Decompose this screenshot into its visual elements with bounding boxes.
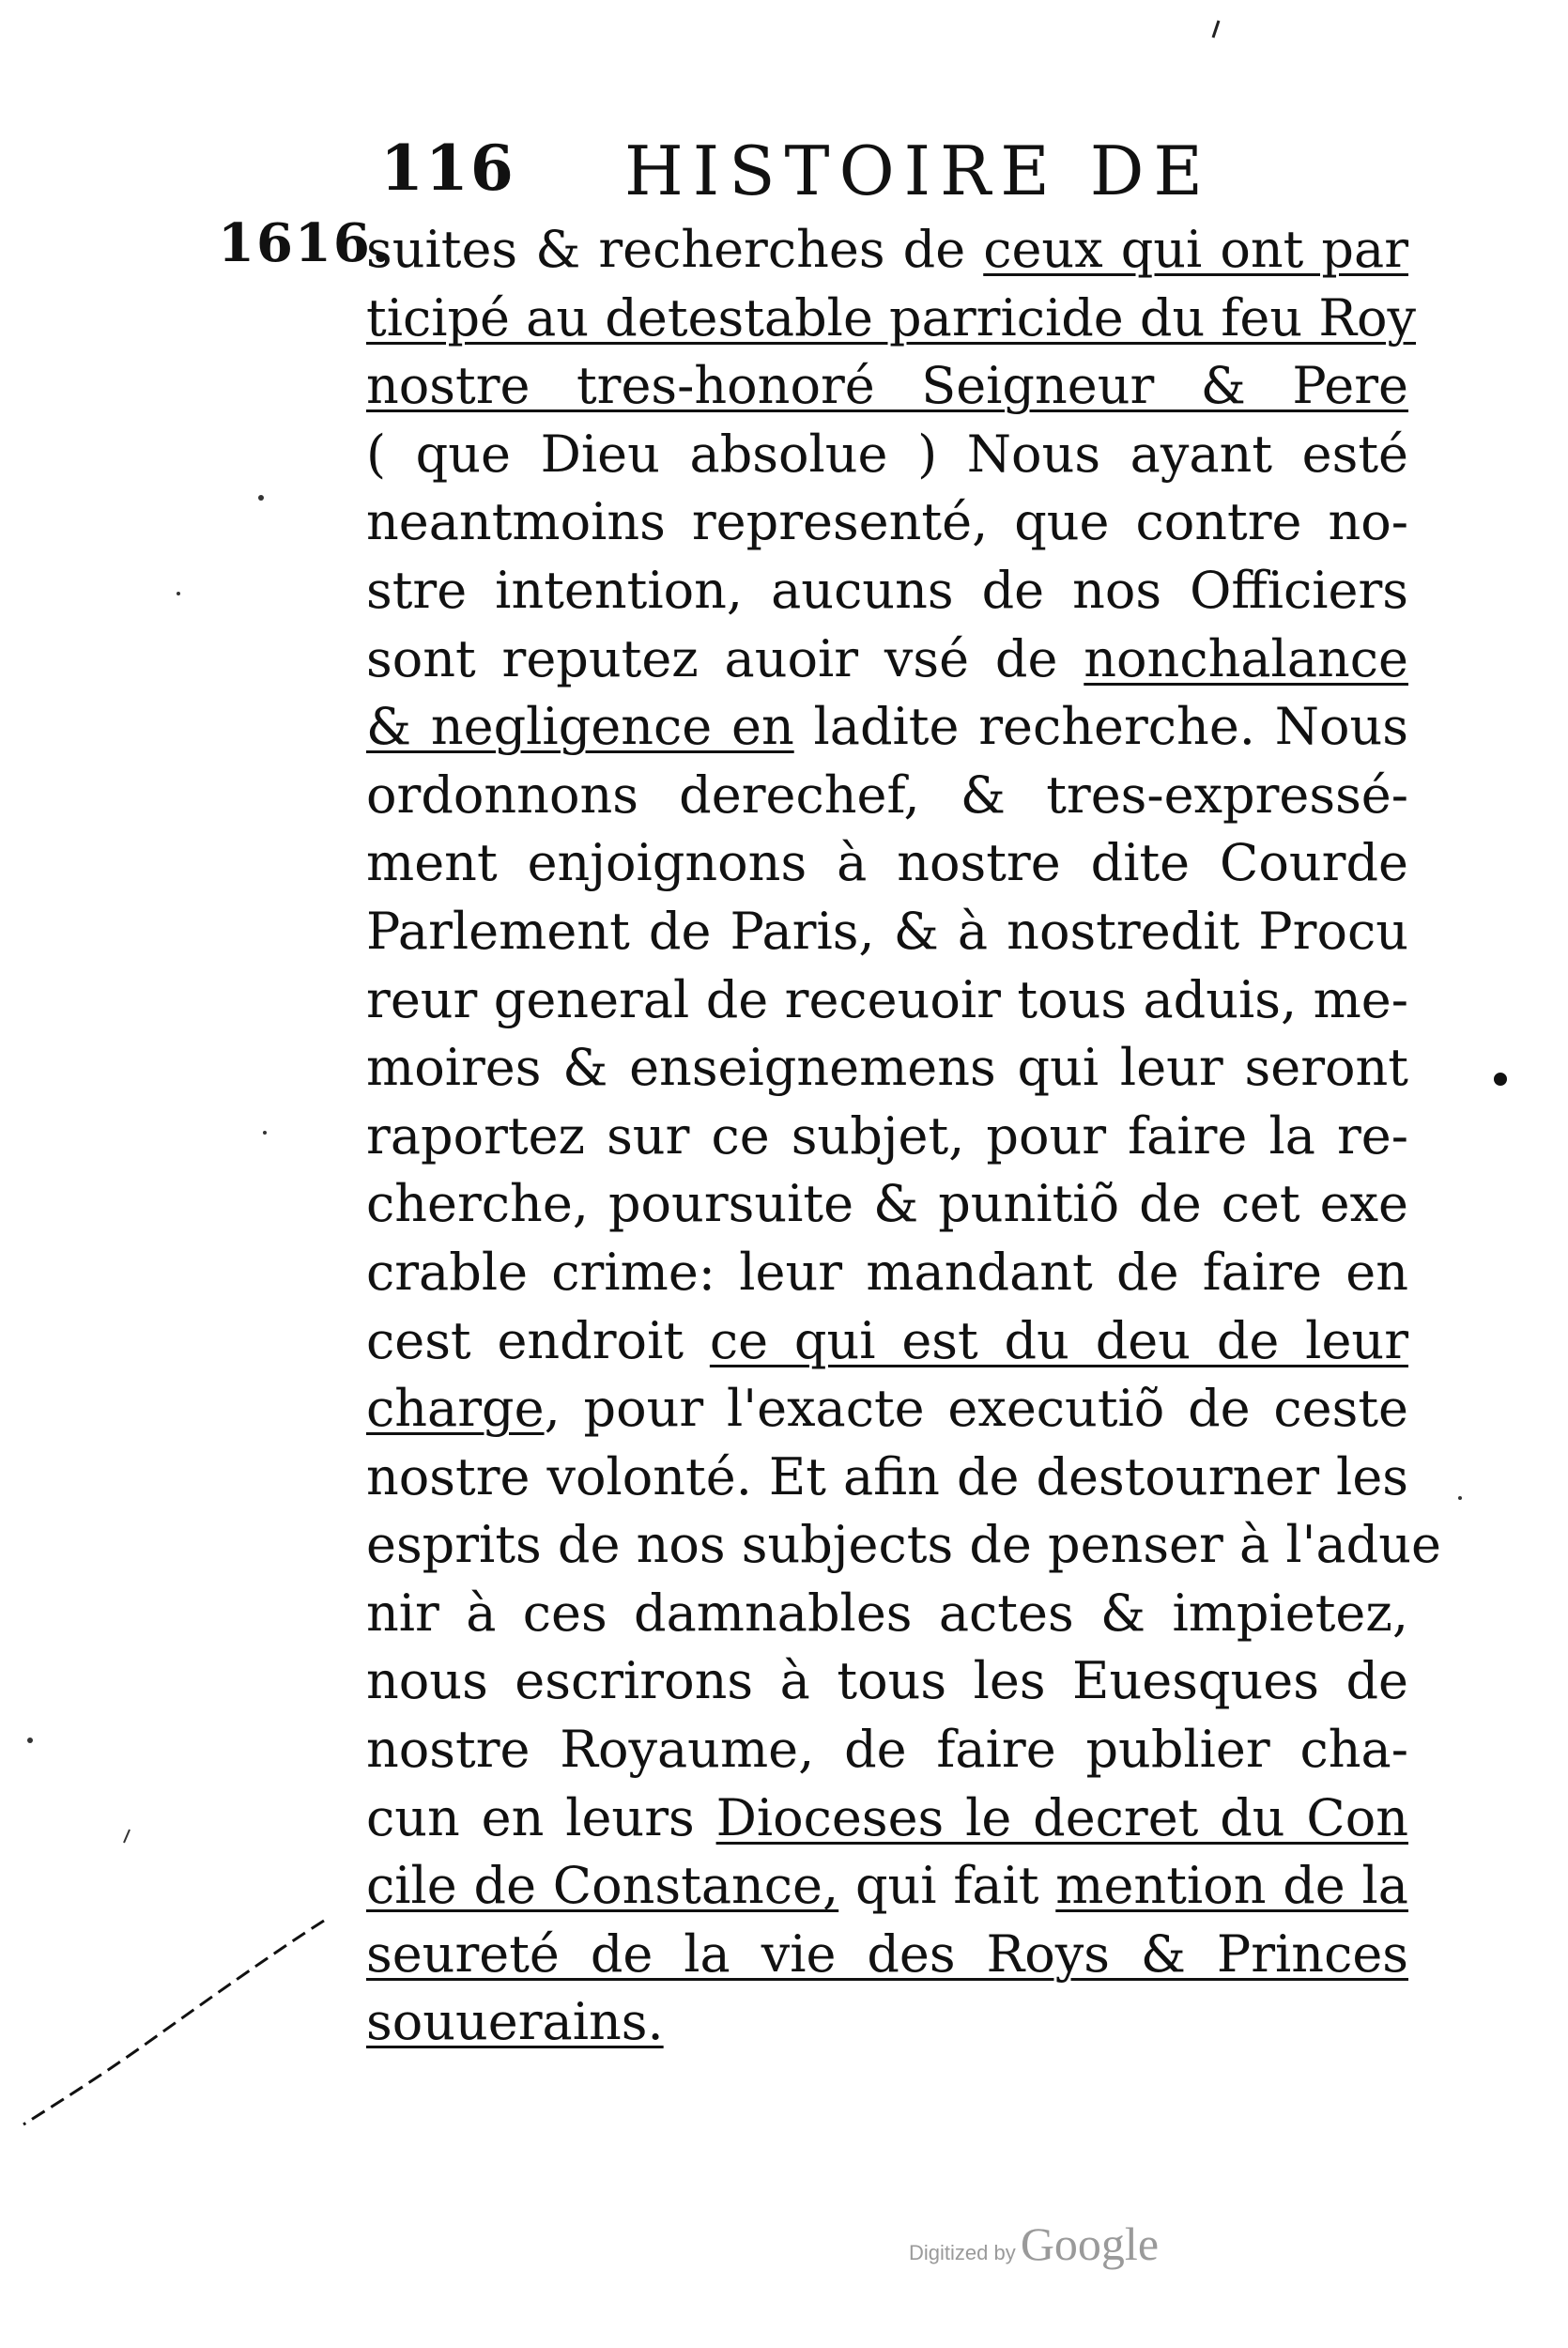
text-line [366, 762, 1408, 830]
text-segment: ment enjoignons à nostre dite Courde [366, 833, 1408, 893]
text-segment: nostre Royaume, de faire publier cha- [366, 1720, 1408, 1780]
text-line [366, 1103, 1408, 1171]
text-segment: cun en leurs [366, 1787, 716, 1847]
text-segment: moires & enseignemens qui leur seront [366, 1038, 1408, 1098]
text-segment: stre intention, aucuns de nos Officiers [366, 560, 1408, 620]
underlined-text: seureté de la vie des Roys & Princes [366, 1923, 1408, 1984]
text-line [366, 1647, 1408, 1716]
text-line [366, 557, 1408, 626]
text-line [366, 1852, 1408, 1921]
text-line [366, 1784, 1408, 1853]
underlined-text: Dioceses le decret du Con [715, 1787, 1408, 1847]
text-segment: nostre volonté. Et afin de destourner les [366, 1446, 1408, 1506]
text-line [366, 352, 1408, 421]
text-line [366, 1307, 1408, 1376]
text-segment: qui fait [838, 1856, 1056, 1916]
page-header [371, 131, 1216, 210]
text-segment: crable crime: leur mandant de faire en [366, 1242, 1408, 1302]
text-line [366, 488, 1408, 557]
underlined-text: mention de la [1055, 1856, 1408, 1916]
text-line [366, 1170, 1408, 1239]
underlined-text: & negligence en [366, 697, 794, 757]
text-line [366, 693, 1408, 762]
watermark-brand: Google [1020, 2217, 1160, 2270]
text-segment: cherche, poursuite & punitiõ de cet exe [366, 1174, 1408, 1234]
text-segment: nous escrirons à tous les Euesques de [366, 1651, 1408, 1711]
text-line [366, 829, 1408, 898]
digitized-watermark [909, 2217, 1159, 2273]
text-segment: cest endroit [366, 1310, 710, 1370]
text-segment: esprits de nos subjects de penser à l'adue [366, 1515, 1441, 1575]
text-line [366, 1444, 1408, 1512]
underlined-text: charge [366, 1379, 545, 1439]
text-line [366, 898, 1408, 966]
body-text [366, 216, 1441, 2057]
text-line [366, 1580, 1408, 1648]
text-line [366, 1988, 1408, 2057]
margin-year: 1616. [218, 212, 392, 274]
underlined-text: cile de Constance, [366, 1856, 839, 1916]
text-line [366, 285, 1416, 353]
underlined-text: ticipé au detestable parricide du feu Roy [366, 287, 1416, 348]
text-line [366, 1375, 1408, 1444]
text-segment: neantmoins representé, que contre no- [366, 492, 1408, 552]
text-segment: Parlement de Paris, & à nostredit Procu [366, 901, 1408, 961]
underlined-text: ce qui est du deu de leur [709, 1310, 1409, 1370]
text-segment: ordonnons derechef, & tres-expressé- [366, 765, 1408, 825]
text-segment: nir à ces damnables actes & impietez, [366, 1583, 1408, 1643]
page-number: 116 [380, 131, 515, 205]
text-line [366, 1716, 1408, 1784]
text-line [366, 1921, 1408, 1989]
text-line [366, 626, 1408, 694]
running-title: HISTOIRE DE [624, 131, 1212, 210]
text-segment: reur general de receuoir tous aduis, me- [366, 969, 1408, 1029]
text-line [366, 421, 1408, 489]
text-segment: ( que Dieu absolue ) Nous ayant esté [366, 424, 1408, 484]
underlined-text: nostre tres-honoré Seigneur & Pere [366, 356, 1408, 416]
text-segment: , pour l'exacte executiõ de ceste [544, 1379, 1408, 1439]
text-line [366, 966, 1408, 1035]
underlined-text: souuerains. [366, 1992, 664, 2052]
text-segment: raportez sur ce subjet, pour faire la re- [366, 1105, 1408, 1166]
underlined-text: ceux qui ont par [983, 220, 1409, 279]
text-line [366, 216, 1408, 285]
text-segment: suites & recherches de [366, 220, 984, 279]
text-line [366, 1511, 1441, 1580]
text-segment: sont reputez auoir vsé de [366, 628, 1084, 688]
text-segment: ladite recherche. Nous [793, 697, 1408, 757]
watermark-prefix: Digitized by [909, 2241, 1016, 2264]
underlined-text: nonchalance [1084, 628, 1408, 688]
text-line [366, 1034, 1408, 1103]
text-line [366, 1239, 1408, 1307]
